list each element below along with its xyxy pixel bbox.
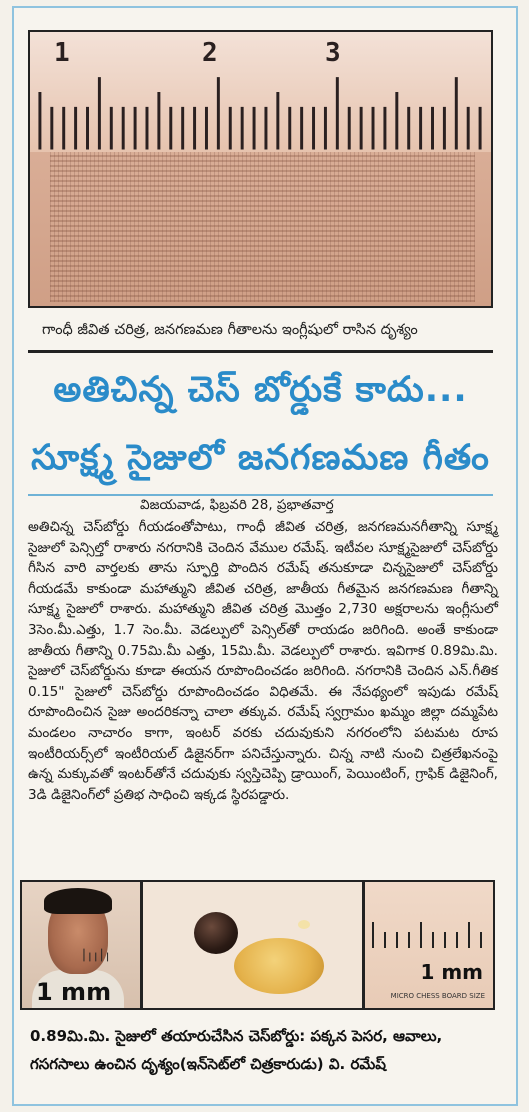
photo-caption-bottom: 0.89మి.మి. సైజులో తయారుచేసిన చెస్‌బోర్డు: పక్కన పెసర, ఆవాలు, గసగసాలు ఉంచిన దృశ్యం(ఇన్‌సెట్‌లో చిత్రకారుడు) వి. రమేష్ — [30, 1027, 443, 1073]
ruler-ticks — [30, 32, 491, 152]
chess-board-photo — [20, 880, 495, 1010]
headline-line-2: సూక్ష్మ సైజులో జనగణమణ గీతం — [31, 438, 490, 478]
poppy-seed — [298, 920, 310, 929]
ruler-number: 1 — [54, 38, 70, 68]
ruler-ticks — [82, 942, 140, 968]
ruler — [30, 32, 491, 152]
artist-hair — [44, 888, 112, 914]
ruler-number: 3 — [325, 38, 341, 68]
ruler-number: 2 — [202, 38, 218, 68]
micro-writing-photo — [28, 30, 493, 308]
divider — [28, 350, 493, 353]
photo-caption-top: గాంధీ జీవిత చరిత్ర, జనగణమణ గీతాలను ఇంగ్లీషులో రాసిన దృశ్యం — [42, 322, 418, 338]
dateline: విజయవాడ, ఫిబ్రవరి 28, ప్రభాతవార్త — [140, 497, 334, 513]
mm-scale-label: 1 mm — [420, 960, 483, 984]
micro-written-text — [50, 152, 475, 302]
divider — [28, 494, 493, 496]
green-gram-seed — [234, 938, 324, 994]
artist-inset-photo — [22, 882, 143, 1008]
mustard-seed — [194, 912, 238, 954]
ruler-closeup — [362, 882, 493, 1008]
ruler-ticks — [365, 922, 493, 948]
mm-scale-label: 1 mm — [36, 978, 112, 1006]
article-body: అతిచిన్న చెస్‌బోర్డు గీయడంతోపాటు, గాంధీ జీవిత చరిత్ర, జనగణమనగీతాన్ని సూక్ష్మ సైజులో పెన్సిల్తో రాశారు నగరానికి చెందిన వేముల రమేష్. ఇటీవల సూక్ష్మసైజులో చెస్‌బోర్డు గీసిన వారి వార్తలకు తాను స్ఫూర్తి పొందిన రమేష్ తనుకూడా చిన్నసైజులో చెస్‌బోర్డు గీయడమే కాకుండా మహాత్ముని జీవిత చరిత్ర, జాతీయ గీతమైన జనగణమణ గీతాన్ని సూక్ష్మ సైజులో రాశారు. మహాత్ముని జీవిత చరిత్ర మొత్తం 2,730 అక్షరాలను ఇంగ్లీసులో 3సెం.మీ.ఎత్తు, 1.7 సెం.మీ. వెడల్పులో పెన్సిల్‌తో రాయడం జరిగింది. అంతే కాకుండా జాతీయ గీతాన్ని 0.75మి.మీ ఎత్తు, 15మి.మీ. వెడల్పులో రాశారు. ఇవిగాక 0.89మి.మి. సైజులో చెస్‌బోర్డును కూడా ఈయన రూపొందించడం జరిగింది. నగరానికి చెందిన ఎన్.గీతిక 0.15" సైజులో చెస్‌బోర్డు రూపొందించడం విధితమే. ఈ నేపథ్యంలో ఇపుడు రమేష్ రూపొందించిన సైజు అందరికన్నా చాలా తక్కువ. రమేష్ స్వగ్రామం ఖమ్మం జిల్లా దమ్మపేట మండలం నాచారం కాగా, ఇంటర్ వరకు చదువుకుని నగరంలోని పటమట రూప ఇంటీరియర్స్‌లో ఇంటీరియల్ డిజైనర్‌గా పనిచేస్తున్నారు. చిన్న నాటి నుంచి చిత్రలేఖనంపై ఉన్న మక్కువతో ఇంటర్‌తోనే చదువుకు స్వస్తిచెప్పి డ్రాయింగ్, పెయింటింగ్, గ్రాఫిక్ డిజైనింగ్, 3డి డిజైనింగ్‌లో ప్రతిభ సాధించి ఇక్కడ స్థిరపడ్డారు. — [28, 519, 498, 803]
headline-line-1: అతిచిన్న చెస్ బోర్డుకే కాదు... — [53, 370, 468, 410]
micro-chess-label: MICRO CHESS BOARD SIZE — [390, 992, 485, 1000]
